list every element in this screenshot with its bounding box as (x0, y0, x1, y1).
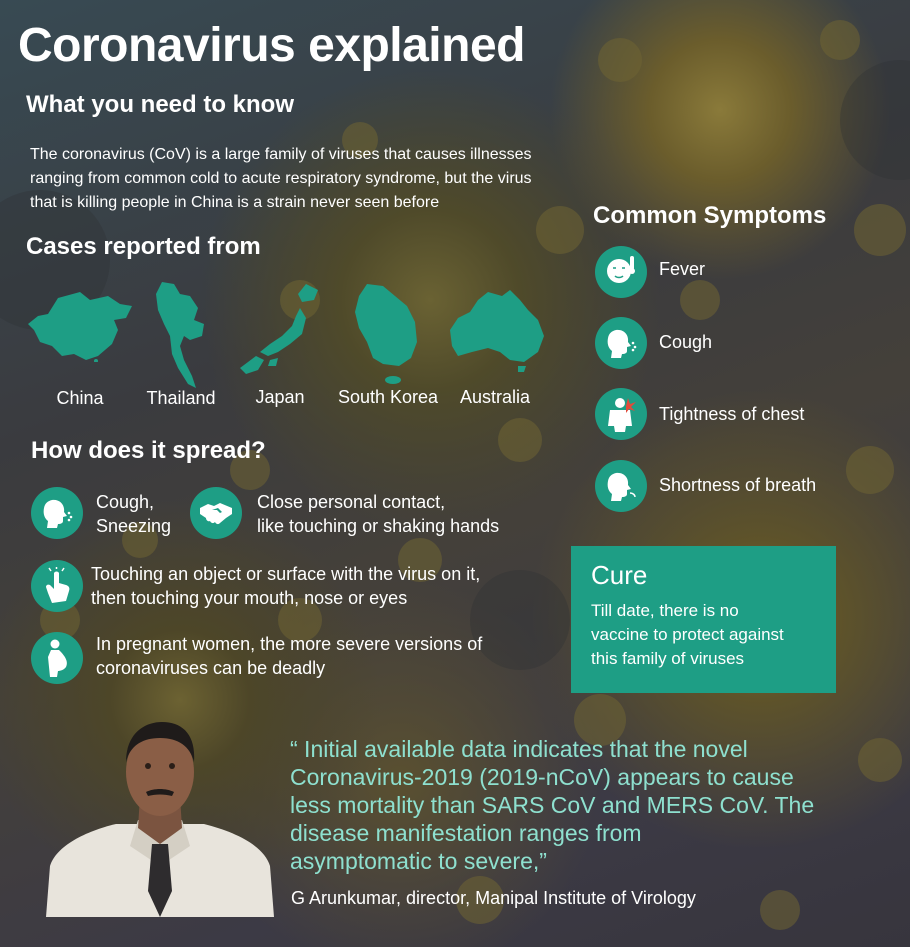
quote-attribution: G Arunkumar, director, Manipal Institute of Virology (291, 888, 696, 908)
portrait-photo (46, 716, 274, 917)
south-korea-map-icon (353, 282, 419, 386)
china-map-icon (28, 290, 134, 362)
country-label-china: China (56, 388, 104, 408)
page-title: Coronavirus explained (18, 19, 525, 72)
spread-item-touch: Touching an object or surface with the virus on it, then touching your mouth, nose or eyes (91, 564, 481, 608)
symptoms-heading: Common Symptoms (593, 202, 827, 229)
cases-heading: Cases reported from (26, 233, 261, 260)
country-label-south-korea: South Korea (337, 387, 439, 407)
cough-icon (31, 487, 83, 539)
intro-text: The coronavirus (CoV) is a large family of viruses that causes illnesses ranging from common cold to acute respiratory syndrome, but the virus that is killing people in China is a strain never seen before (30, 146, 532, 211)
fever-icon (595, 246, 647, 298)
australia-map-icon (448, 290, 544, 372)
country-label-australia: Australia (459, 387, 531, 407)
cure-box (571, 546, 836, 693)
japan-map-icon (236, 282, 322, 376)
symptom-label-cough: Cough (659, 332, 713, 352)
touch-icon (31, 560, 83, 612)
spread-item-contact: Close personal contact, like touching or shaking hands (257, 492, 500, 536)
chest-pain-icon (595, 388, 647, 440)
pregnant-icon (31, 632, 83, 684)
spread-item-cough: Cough, Sneezing (96, 492, 172, 536)
cure-text: Till date, there is no vaccine to protect against this family of viruses (591, 601, 784, 668)
thailand-map-icon (154, 280, 209, 390)
cure-title: Cure (591, 560, 648, 590)
spread-item-pregnant: In pregnant women, the more severe versions of coronaviruses can be deadly (96, 634, 483, 678)
symptom-label-chest: Tightness of chest (659, 404, 805, 424)
handshake-icon (190, 487, 242, 539)
breath-icon (595, 460, 647, 512)
country-label-thailand: Thailand (146, 388, 216, 408)
symptom-label-breath: Shortness of breath (659, 475, 817, 495)
symptom-label-fever: Fever (659, 259, 706, 279)
quote-text: “ Initial available data indicates that the novel Coronavirus-2019 (2019-nCoV) appears to cause less mortality than SARS CoV and MERS CoV. The disease manifestation ranges from asymptomatic to severe,” (290, 736, 815, 874)
country-label-japan: Japan (255, 387, 305, 407)
spread-heading: How does it spread? (31, 437, 266, 464)
cough-icon (595, 317, 647, 369)
intro-heading: What you need to know (26, 91, 294, 118)
